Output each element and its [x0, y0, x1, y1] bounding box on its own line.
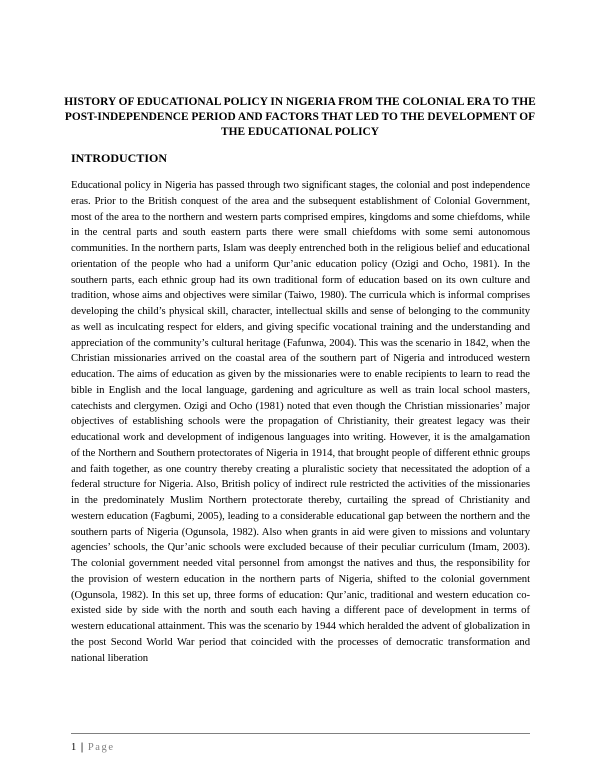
document-title: HISTORY OF EDUCATIONAL POLICY IN NIGERIA FROM THE COLONIAL ERA TO THE POST-INDEPENDENCE PERIOD AND FACTORS THAT LED TO THE DEVELOPMENT OF THE EDUCATIONAL POLICY — [64, 96, 536, 138]
section-heading: INTRODUCTION — [71, 151, 168, 165]
page-number: 1 — [71, 742, 77, 753]
footer-separator: | — [80, 742, 84, 753]
footer-rule — [71, 733, 530, 734]
page-label: Page — [87, 742, 115, 753]
page-footer — [71, 741, 115, 755]
body-paragraph: Educational policy in Nigeria has passed through two significant stages, the colonial and post independence eras. Prior to the British conquest of the area and the subsequent establishment of Colonial Government, most of the area to the northern and western parts comprised empires, kingdoms and some chiefdoms, while in the central parts and south eastern parts there were small chiefdoms with some semi autonomous communities. In the northern parts, Islam was deeply entrenched both in the religious belief and educational orientation of the people who had a uniform Qur’anic education policy (Ozigi and Ocho, 1981). In the southern parts, each ethnic group had its own traditional form of education based on its own culture and tradition, whose aims and objectives were similar (Taiwo, 1980). The curricula which is informal comprises developing the child’s physical skill, character, intellectual skills and sense of belonging to the community as well as inculcating respect for elders, and giving specific vocational training and the understanding and appreciation of the community’s cultural heritage (Fafunwa, 2004). This was the scenario in 1842, when the Christian missionaries arrived on the coastal area of the southern part of Nigeria and introduced western education. The aims of education as given by the missionaries were to enable recipients to learn to read the bible in English and the local language, gardening and agriculture as well as train local school masters, catechists and clergymen. Ozigi and Ocho (1981) noted that even though the Christian missionaries’ major objectives of establishing schools were the propagation of Christianity, their greatest legacy was their educational work and development of indigenous languages into writing. However, it is the amalgamation of the Northern and Southern protectorates of Nigeria in 1914, that brought people of different ethnic groups and faith together, as one country thereby creating a pluralistic society that necessitated the adoption of a federal structure for Nigeria. Also, British policy of indirect rule restricted the activities of the missionaries in the predominately Muslim Northern protectorate thereby, curtailing the spread of Christianity and western education (Fagbumi, 2005), leading to a considerable educational gap between the northern and the southern parts of Nigeria (Ogunsola, 1982). Also when grants in aid were given to missions and voluntary agencies’ schools, the Qur’anic schools were excluded because of their peculiar curriculum (Imam, 2003). The colonial government needed vital personnel from amongst the natives and thus, the responsibility for the provision of western education in the northern parts of Nigeria, shifted to the colonial government (Ogunsola, 1982). In this set up, three forms of education: Qur’anic, traditional and western education co-existed side by side with the north and south each having a different pace of development in terms of western educational attainment. This was the scenario by 1944 which heralded the advent of globalization in the post Second World War period that coincided with the processes of democratic transformation and national liberation — [71, 179, 530, 664]
